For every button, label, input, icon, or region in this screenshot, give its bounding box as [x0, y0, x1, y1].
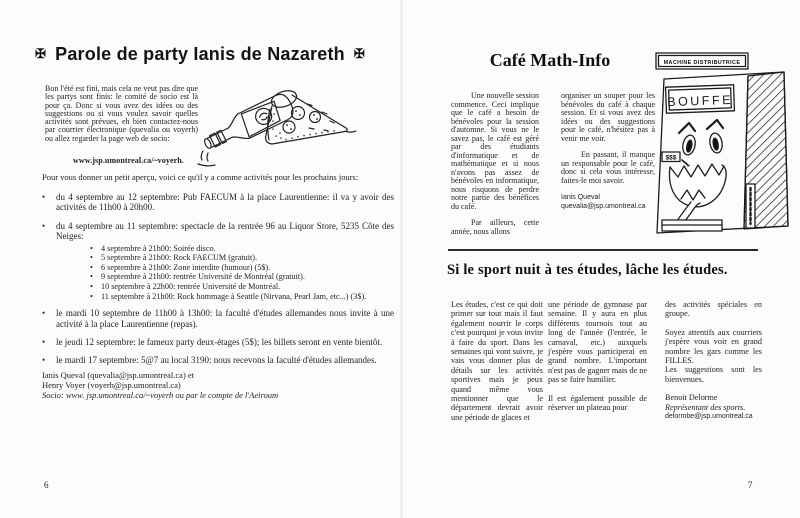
page-number-right: 7 — [748, 480, 753, 490]
bullet-icon — [90, 292, 101, 302]
paragraph: Les suggestions sont les bienvenues. — [665, 365, 762, 384]
paragraph: Par ailleurs, cette année, nous allons — [451, 218, 539, 236]
list-item: • le mardi 17 septembre: 5@7 au local 3190: nous recevons la faculté d'études allemandes. — [42, 355, 394, 365]
sport-article-title: Si le sport nuit à tes études, lâche les études. — [447, 262, 728, 278]
maltese-cross-icon: ✠ — [353, 46, 365, 61]
sport-signature — [665, 393, 762, 421]
bullet-icon — [42, 221, 56, 242]
left-article-title — [0, 44, 400, 65]
list-item: • 5 septembre à 21h00: Rock FAECUM (gratuit). — [90, 253, 394, 263]
cafe-article-title: Café Math-Info — [489, 50, 611, 70]
machine-tray — [662, 220, 722, 231]
beer-drip-illustration — [198, 151, 215, 166]
sport-column-3 — [665, 300, 762, 421]
bullet-icon — [90, 272, 101, 282]
paragraph: Une nouvelle session commence. Ceci implique que le café a besoin de bénévoles pour la session d'automne. Si vous ne le savez pas, le café est géré par des étudiants d'informatique et de mathématique et si nous n'avons pas assez de bénévoles en informatique, nous risquons de perdre notre partie des bénéfices du café. — [451, 91, 539, 211]
machine-mouth — [669, 164, 726, 225]
paragraph: organiser un souper pour les bénévoles du café à chaque session. Et si vous avez des idées ou des suggestions pour le café, n'hésitez pas à venir me voir. — [561, 91, 655, 143]
sport-column-2 — [548, 300, 647, 412]
page-number-left: 6 — [44, 480, 49, 490]
bullet-icon — [42, 337, 56, 347]
cafe-column-2 — [561, 92, 655, 211]
list-item: • 10 septembre à 22h00: rentrée Université de Montréal. — [90, 282, 394, 292]
paragraph: des activités spéciales en groupe. — [665, 300, 762, 319]
signature-email: delormbe@jsp.umontreal.ca — [665, 413, 753, 421]
signature-line: Socio: www. jsp.umontreal.ca/~voyerh ou par le compte de l'Aeiroum — [42, 390, 279, 400]
list-item: • 6 septembre à 21h00: Zone interdite (humour) (5$). — [90, 263, 394, 273]
intro-paragraph: Bon l'été est fini, mais cela ne veut pas dire que les partys sont finis: le comité de socio est là pour ça. Donc si vous avez des idées ou des suggestions ou si vous voulez savoir quelles activités sont prévues, eh bien contactez-nous par courrier électronique (quevalia ou voyerh) ou allez regarder la page web de socio: — [45, 84, 198, 143]
vending-machine-illustration — [654, 48, 798, 242]
signature-name: Ianis Queval — [561, 194, 600, 201]
cafe-signature — [561, 193, 655, 211]
bullet-icon — [90, 253, 101, 263]
lead-paragraph: Pour vous donner un petit aperçu, voici ce qu'il y a comme activités pour les prochains jours: — [42, 172, 359, 182]
machine-panel-label: BOUFFE — [666, 92, 734, 110]
socio-web-url: www.jsp.umontreal.ca/~voyerh. — [73, 156, 184, 165]
bullet-icon — [42, 308, 56, 329]
signature-line: Henry Voyer (voyerh@jsp.umontreal.ca) — [42, 380, 181, 390]
bullet-icon — [90, 244, 101, 254]
beer-bottle-illustration — [200, 91, 297, 157]
signature-name: Benoit Delorme — [665, 393, 718, 403]
machine-side-label — [746, 184, 755, 228]
bullet-icon — [90, 282, 101, 292]
bullet-icon — [90, 263, 101, 273]
paragraph: Les études, c'est ce qui doit primer sur tout mais il faut également nourrir le corps c'est pourquoi je vous invite à faire du sport. Dans les semaines qui vont suivre, je vais vous donner plus de détails sur les activités sportives mais je peux quand même vous mentionner que le département devrait avoir une période de glaces et — [451, 300, 543, 422]
signature-line: Ianis Queval (quevalia@jsp.umontreal.ca) et — [42, 370, 195, 380]
section-divider — [448, 249, 758, 251]
machine-food-panel — [666, 85, 735, 113]
machine-sign — [656, 53, 748, 69]
beer-and-pizza-illustration — [196, 84, 358, 168]
activities-list — [42, 192, 394, 374]
machine-sign-label: MACHINE DISTRIBUTRICE — [663, 60, 741, 66]
list-item: • du 4 septembre au 12 septembre: Pub FAECUM à la place Laurentienne: il va y avoir des activités de 11h00 à 20h00. — [42, 192, 394, 213]
signature-email: quevalia@jsp.umontreal.ca — [561, 203, 646, 210]
list-item: • 11 septembre à 21h00: Rock hommage à Seattle (Nirvana, Pearl Jam, etc...) (3$). — [90, 292, 394, 302]
cafe-column-1 — [451, 92, 539, 236]
list-item: • 9 septembre à 21h00: rentrée Université de Montréal (gratuit). — [90, 272, 394, 282]
list-item: • du 4 septembre au 11 septembre: spectacle de la rentrée 96 au Liquor Store, 5235 Côte des Neiges: — [42, 221, 394, 242]
bullet-icon — [42, 192, 56, 213]
signature-role: Représentant des sports. — [665, 402, 746, 412]
coin-slot-label: $$$ — [665, 154, 677, 162]
list-item: • 4 septembre à 21h00: Soirée disco. — [90, 244, 394, 254]
left-article-title-text: Parole de party Ianis de Nazareth — [55, 44, 345, 64]
list-item: • le jeudi 12 septembre: le fameux party deux-étages (5$); les billets seront en vente bientôt. — [42, 337, 394, 347]
left-signature-block — [42, 370, 278, 400]
sport-column-1 — [451, 300, 543, 422]
list-item: • le mardi 10 septembre de 11h00 à 13h00: la faculté d'études allemandes nous invite à une activité à la place Laurentienne (repas). — [42, 308, 394, 329]
concert-sublist — [90, 244, 394, 302]
machine-eyes — [679, 120, 724, 156]
paragraph: une période de gymnase par semaine. Il y aura en plus différents tournois tout au long de l'année (l'entrée, le carnaval, etc.) auxquels j'espère vous participerai en grand nombre. L'important n'est pas de gagner mais de ne pas se faire humilier. — [548, 300, 647, 385]
bullet-icon — [42, 355, 56, 365]
paragraph: Il est également possible de réserver un plateau pour — [548, 393, 647, 413]
page-fold-line — [400, 0, 403, 518]
paragraph: Soyez attentifs aux courriers j'espère vous voir en grand nombre les gars comme les FILLES. — [665, 327, 762, 366]
paragraph: En passant, il manque un responsable pour le café, donc si cela vous intéresse, faites-le moi savoir. — [561, 150, 655, 185]
maltese-cross-icon: ✠ — [35, 46, 47, 61]
